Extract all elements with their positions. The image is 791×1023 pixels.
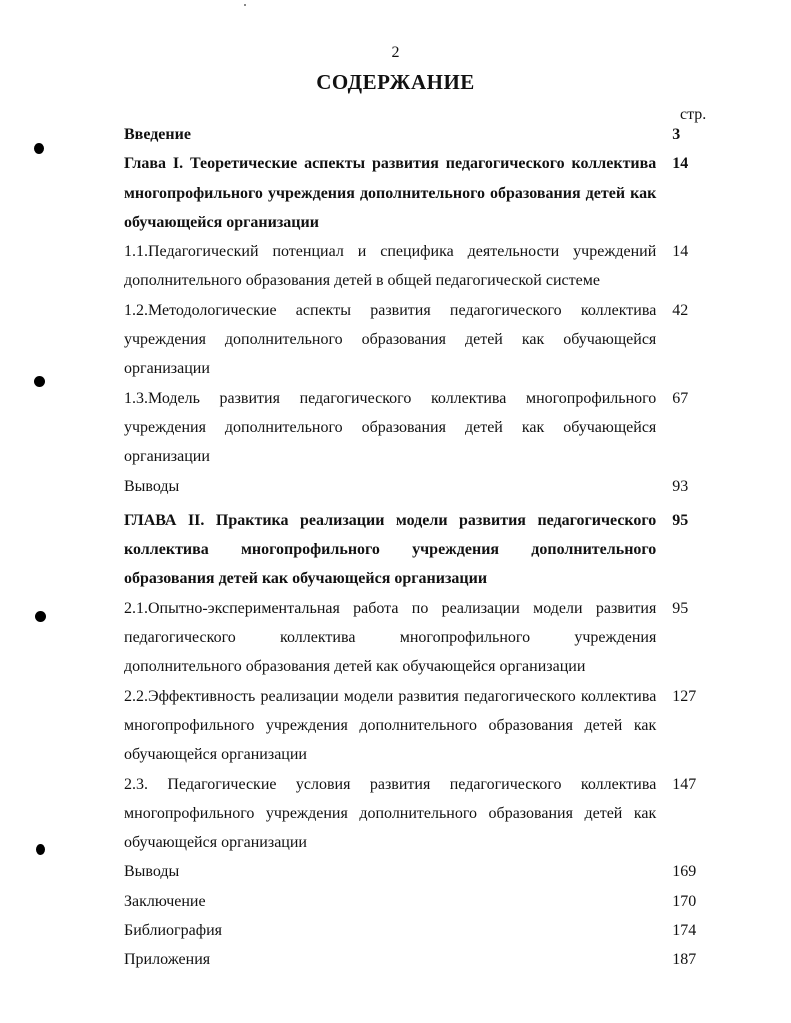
toc-entry-title: 2.1.Опытно-экспериментальная работа по реализации модели развития педагогического коллектива многопрофильного учреждения дополнительного образования детей как обучающейся организации xyxy=(124,599,657,676)
toc-entry xyxy=(124,472,732,501)
toc-entry xyxy=(124,384,732,472)
toc-entry xyxy=(124,594,732,682)
toc-entry-page: 170 xyxy=(672,892,697,910)
toc-entry-page: 169 xyxy=(672,863,697,881)
toc-entry-title: Глава I. Теоретические аспекты развития педагогического коллектива многопрофильного учреждения дополнительного образования детей как обучающейся организации xyxy=(124,155,657,231)
binder-hole-mark xyxy=(34,376,45,387)
toc-entry-page: 93 xyxy=(672,477,689,495)
toc-entry xyxy=(124,506,732,594)
toc-entry-title: ГЛАВА II. Практика реализации модели развития педагогического коллектива многопрофильного учреждения дополнительного образования детей как обучающейся организации xyxy=(124,511,657,588)
toc-entry-title: 2.3. Педагогические условия развития педагогического коллектива многопрофильного учреждения дополнительного образования детей как обучающейся организации xyxy=(124,775,657,852)
toc-entry xyxy=(124,120,732,149)
table-of-contents xyxy=(124,120,732,975)
toc-entry xyxy=(124,770,732,858)
toc-entry-page: 14 xyxy=(672,155,689,173)
toc-entry-title: Выводы xyxy=(124,863,180,881)
toc-entry-page: 3 xyxy=(672,126,681,143)
binder-hole-mark xyxy=(35,611,46,622)
page-column-label: стр. xyxy=(680,106,707,123)
toc-entry-title: 2.2.Эффективность реализации модели развития педагогического коллектива многопрофильного учреждения дополнительного образования детей как обучающейся организации xyxy=(124,687,657,764)
toc-entry-page: 187 xyxy=(672,951,697,969)
toc-entry-page: 67 xyxy=(672,389,689,407)
toc-entry xyxy=(124,682,732,770)
toc-entry-page: 95 xyxy=(672,599,689,617)
toc-entry-page: 174 xyxy=(672,922,697,940)
toc-entry xyxy=(124,237,732,296)
toc-entry-page: 42 xyxy=(672,301,689,319)
toc-entry-title: 1.1.Педагогический потенциал и специфика деятельности учреждений дополнительного образования детей в общей педагогической системе xyxy=(124,243,657,290)
toc-entry-title: Заключение xyxy=(124,892,206,910)
toc-entry-title: 1.3.Модель развития педагогического коллектива многопрофильного учреждения дополнительного образования детей как обучающейся организации xyxy=(124,389,657,466)
toc-entry-page: 127 xyxy=(672,687,697,705)
toc-entry xyxy=(124,857,732,886)
binder-hole-mark xyxy=(34,143,44,154)
page-title: СОДЕРЖАНИЕ xyxy=(316,70,475,94)
page-number: 2 xyxy=(391,44,400,61)
toc-entry-page: 14 xyxy=(672,243,689,261)
toc-entry-title: Выводы xyxy=(124,477,180,495)
toc-entry-page: 95 xyxy=(672,511,689,529)
toc-entry xyxy=(124,149,732,237)
binder-hole-mark xyxy=(36,844,45,855)
toc-entry xyxy=(124,887,732,916)
toc-entry-page: 147 xyxy=(672,775,697,793)
toc-entry xyxy=(124,945,732,974)
toc-entry xyxy=(124,296,732,384)
toc-entry-title: 1.2.Методологические аспекты развития педагогического коллектива учреждения дополнительного образования детей как обучающейся организации xyxy=(124,301,657,378)
toc-entry-title: Библиография xyxy=(124,922,222,940)
toc-entry xyxy=(124,916,732,945)
toc-entry-title: Приложения xyxy=(124,951,211,969)
toc-entry-title: Введение xyxy=(124,126,191,143)
scan-speck xyxy=(244,4,246,6)
